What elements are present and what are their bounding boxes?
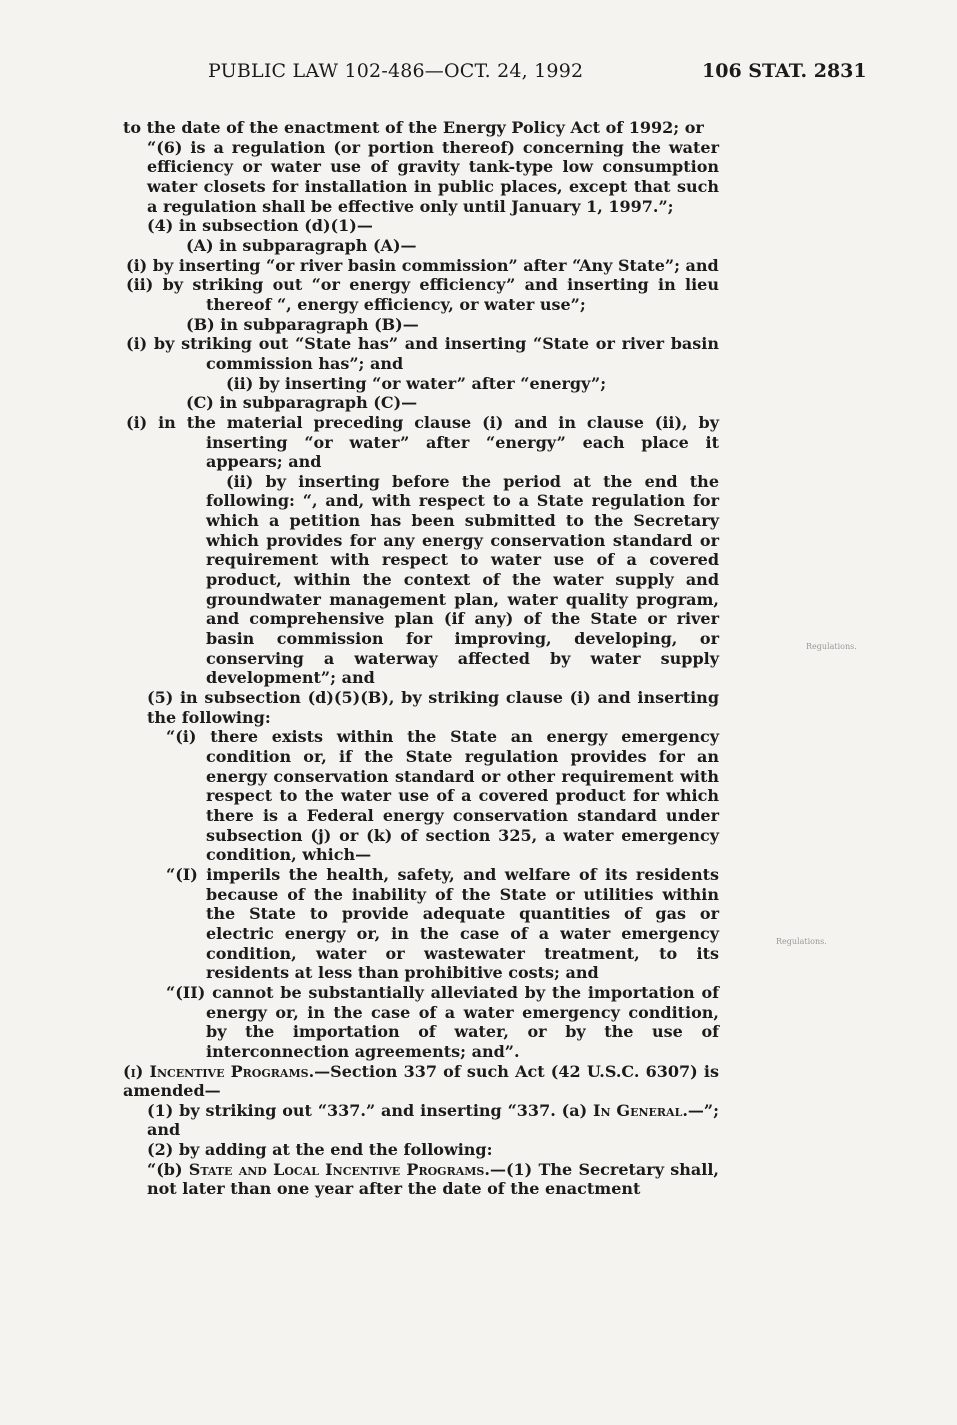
paragraph: (ii) by striking out “or energy efficiency” and inserting in lieu thereof “, energy efficiency, or water use”; [126,275,719,314]
paragraph: (i) by striking out “State has” and inserting “State or river basin commission has”; and [126,334,719,373]
page-header [0,60,957,90]
header-title: PUBLIC LAW 102-486—OCT. 24, 1992 [208,60,584,82]
paragraph: (ii) by inserting “or water” after “energy”; [226,373,607,393]
paragraph [123,1101,719,1140]
section-heading: (i) Incentive Programs. [123,1061,315,1081]
paragraph: “(II) cannot be substantially alleviated by the importation of energy or, in the case of a water emergency condition, by the importation of water, or by the use of interconnection agreements; and”. [166,982,719,1061]
paragraph: (2) by adding at the end the following: [147,1140,493,1160]
margin-note-2: Regulations. [776,937,827,946]
paragraph: (ii) by inserting before the period at the end the following: “, and, with respect to a State regulation for which a petition has been submitted to the Secretary which provides for any energy conservation standard or requirement with respect to water use of a covered product, within the context of the water supply and groundwater management plan, water quality program, and comprehensive plan (if any) of the State or river basin commission for improving, developing, or conserving a waterway affected by water supply development”; and [206,471,719,688]
paragraph: “(I) imperils the health, safety, and welfare of its residents because of the inability of the State or utilities within the State to provide adequate quantities of gas or electric energy or, in the case of a water emergency condition, water or wastewater treatment, to its residents at less than prohibitive costs; and [166,864,719,983]
paragraph-text: —(1) The Secretary shall, not later than one year after the date of the enactment [147,1159,719,1199]
paragraph [123,1160,719,1199]
small-caps-heading: In General. [593,1100,688,1120]
paragraph: (i) by inserting “or river basin commission” after “Any State”; and [126,255,719,275]
margin-note-1: Regulations. [806,642,857,651]
small-caps-heading: State and Local Incentive Programs. [188,1159,490,1179]
paragraph: (B) in subparagraph (B)— [186,314,419,334]
paragraph-text: —”; and [147,1100,719,1140]
paragraph-text: “(b) [147,1159,189,1179]
paragraph: (i) in the material preceding clause (i) and in clause (ii), by inserting “or water” after “energy” each place it appears; and [126,412,719,472]
paragraph [123,1062,719,1101]
document-body [123,118,719,1199]
paragraph: (A) in subparagraph (A)— [186,235,417,255]
paragraph: (4) in subsection (d)(1)— [147,216,373,236]
paragraph: (C) in subparagraph (C)— [186,393,418,413]
section-text: —Section 337 of such Act (42 U.S.C. 6307) is amended— [123,1061,720,1101]
paragraph: (5) in subsection (d)(5)(B), by striking clause (i) and inserting the following: [147,688,719,727]
paragraph: “(i) there exists within the State an energy emergency condition or, if the State regulation provides for an energy conservation standard or other requirement with respect to the water use of a covered product for which there is a Federal energy conservation standard under subsection (j) or (k) of section 325, a water emergency condition, which— [166,727,719,865]
paragraph: “(6) is a regulation (or portion thereof) concerning the water efficiency or water use of gravity tank-type low consumption water closets for installation in public places, except that such a regulation shall be effective only until January 1, 1997.”; [147,137,719,216]
paragraph: to the date of the enactment of the Energy Policy Act of 1992; or [123,118,704,137]
paragraph-text: (1) by striking out “337.” and inserting “337. (a) [147,1100,594,1120]
header-stat: 106 STAT. 2831 [702,60,867,82]
